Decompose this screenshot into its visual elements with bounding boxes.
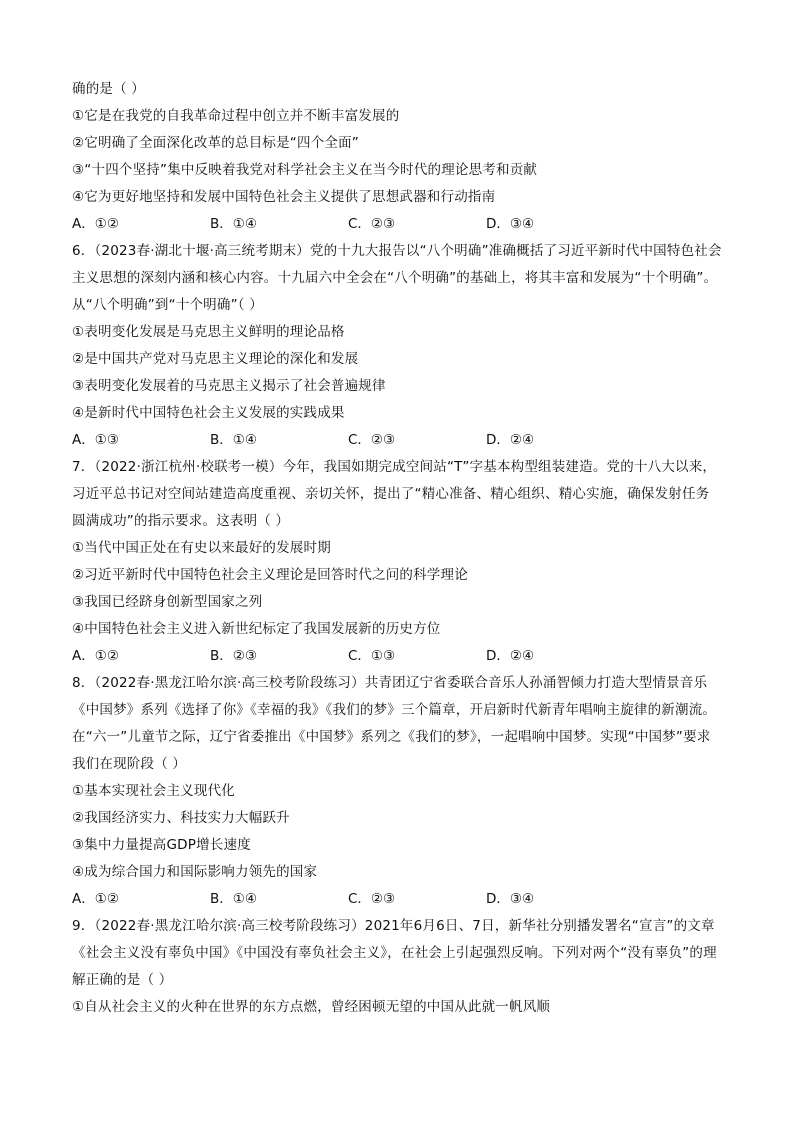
choice-c[interactable]: C．②③ — [348, 216, 396, 232]
option-4: ④成为综合国力和国际影响力领先的国家 — [72, 864, 318, 880]
option-2: ②是中国共产党对马克思主义理论的深化和发展 — [72, 351, 359, 367]
question-8 — [72, 670, 732, 913]
question-stem: 确的是（ ） — [72, 81, 145, 97]
choice-b[interactable]: B．①④ — [210, 216, 257, 232]
question-stem-line: 6．（2023春·湖北十堰·高三统考期末）党的十九大报告以“八个明确”准确概括了习近平新时代中国特色社会 — [72, 243, 722, 259]
option-3: ③“十四个坚持”集中反映着我党对科学社会主义在当今时代的理论思考和贡献 — [72, 162, 538, 178]
question-stem-line: 9．（2022春·黑龙江哈尔滨·高三校考阶段练习）2021年6月6日、7日，新华社分别播发署名“宣言”的文章 — [72, 918, 715, 934]
option-1: ①表明变化发展是马克思主义鲜明的理论品格 — [72, 324, 345, 340]
option-2: ②习近平新时代中国特色社会主义理论是回答时代之问的科学理论 — [72, 567, 468, 583]
question-stem-line: 在“六一”儿童节之际，辽宁省委推出《中国梦》系列之《我们的梦》，一起唱响中国梦。实现“中国梦”要求 — [72, 729, 711, 745]
option-3: ③表明变化发展着的马克思主义揭示了社会普遍规律 — [72, 378, 386, 394]
choice-c[interactable]: C．①③ — [348, 648, 396, 664]
answer-choices — [72, 427, 732, 454]
question-stem-line: 7．（2022·浙江杭州·校联考一模）今年，我国如期完成空间站“T”字基本构型组装建造。党的十八大以来， — [72, 459, 717, 475]
option-4: ④是新时代中国特色社会主义发展的实践成果 — [72, 405, 345, 421]
question-stem-line: 主义思想的深刻内涵和核心内容。十九届六中全会在“八个明确”的基础上，将其丰富和发展为“十个明确”。 — [72, 270, 718, 286]
question-6 — [72, 238, 732, 454]
option-2: ②它明确了全面深化改革的总目标是“四个全面” — [72, 135, 359, 151]
choice-d[interactable]: D．②④ — [486, 648, 535, 664]
choice-a[interactable]: A．①② — [72, 216, 119, 232]
option-1: ①当代中国正处在有史以来最好的发展时期 — [72, 540, 331, 556]
choice-a[interactable]: A．①② — [72, 891, 119, 907]
answer-choices — [72, 211, 732, 238]
question-stem-line: 我们在现阶段（ ） — [72, 756, 187, 772]
choice-d[interactable]: D．③④ — [486, 891, 535, 907]
question-stem-line: 8．（2022春·黑龙江哈尔滨·高三校考阶段练习）共青团辽宁省委联合音乐人孙涌智倾力打造大型情景音乐 — [72, 675, 708, 691]
option-1: ①自从社会主义的火种在世界的东方点燃，曾经困顿无望的中国从此就一帆风顺 — [72, 999, 551, 1015]
question-stem-line: 从“八个明确”到“十个明确”（ ） — [72, 297, 263, 313]
choice-a[interactable]: A．①③ — [72, 432, 119, 448]
choice-c[interactable]: C．②③ — [348, 891, 396, 907]
option-1: ①基本实现社会主义现代化 — [72, 783, 236, 799]
answer-choices — [72, 886, 732, 913]
choice-b[interactable]: B．②③ — [210, 648, 257, 664]
option-4: ④它为更好地坚持和发展中国特色社会主义提供了思想武器和行动指南 — [72, 189, 496, 205]
question-stem-line: 圆满成功”的指示要求。这表明（ ） — [72, 513, 290, 529]
answer-choices — [72, 643, 732, 670]
question-7 — [72, 454, 732, 670]
option-2: ②我国经济实力、科技实力大幅跃升 — [72, 810, 290, 826]
choice-c[interactable]: C．②③ — [348, 432, 396, 448]
choice-d[interactable]: D．②④ — [486, 432, 535, 448]
option-4: ④中国特色社会主义进入新世纪标定了我国发展新的历史方位 — [72, 621, 441, 637]
choice-b[interactable]: B．①④ — [210, 891, 257, 907]
choice-d[interactable]: D．③④ — [486, 216, 535, 232]
question-stem-line: 习近平总书记对空间站建造高度重视、亲切关怀，提出了“精心准备、精心组织、精心实施，确保发射任务 — [72, 486, 710, 502]
choice-b[interactable]: B．①④ — [210, 432, 257, 448]
option-1: ①它是在我党的自我革命过程中创立并不断丰富发展的 — [72, 108, 400, 124]
question-stem-line: 《社会主义没有辜负中国》《中国没有辜负社会主义》，在社会上引起强烈反响。下列对两个“没有辜负”的理 — [72, 945, 717, 961]
question-5 — [72, 76, 732, 238]
question-9 — [72, 913, 732, 1021]
question-stem-line: 《中国梦》系列《选择了你》《幸福的我》《我们的梦》三个篇章，开启新时代新青年唱响主旋律的新潮流。 — [72, 702, 717, 718]
question-stem-line: 解正确的是（ ） — [72, 972, 173, 988]
option-3: ③我国已经跻身创新型国家之列 — [72, 594, 263, 610]
choice-a[interactable]: A．①② — [72, 648, 119, 664]
option-3: ③集中力量提高GDP增长速度 — [72, 837, 251, 853]
exam-page — [72, 76, 732, 1021]
